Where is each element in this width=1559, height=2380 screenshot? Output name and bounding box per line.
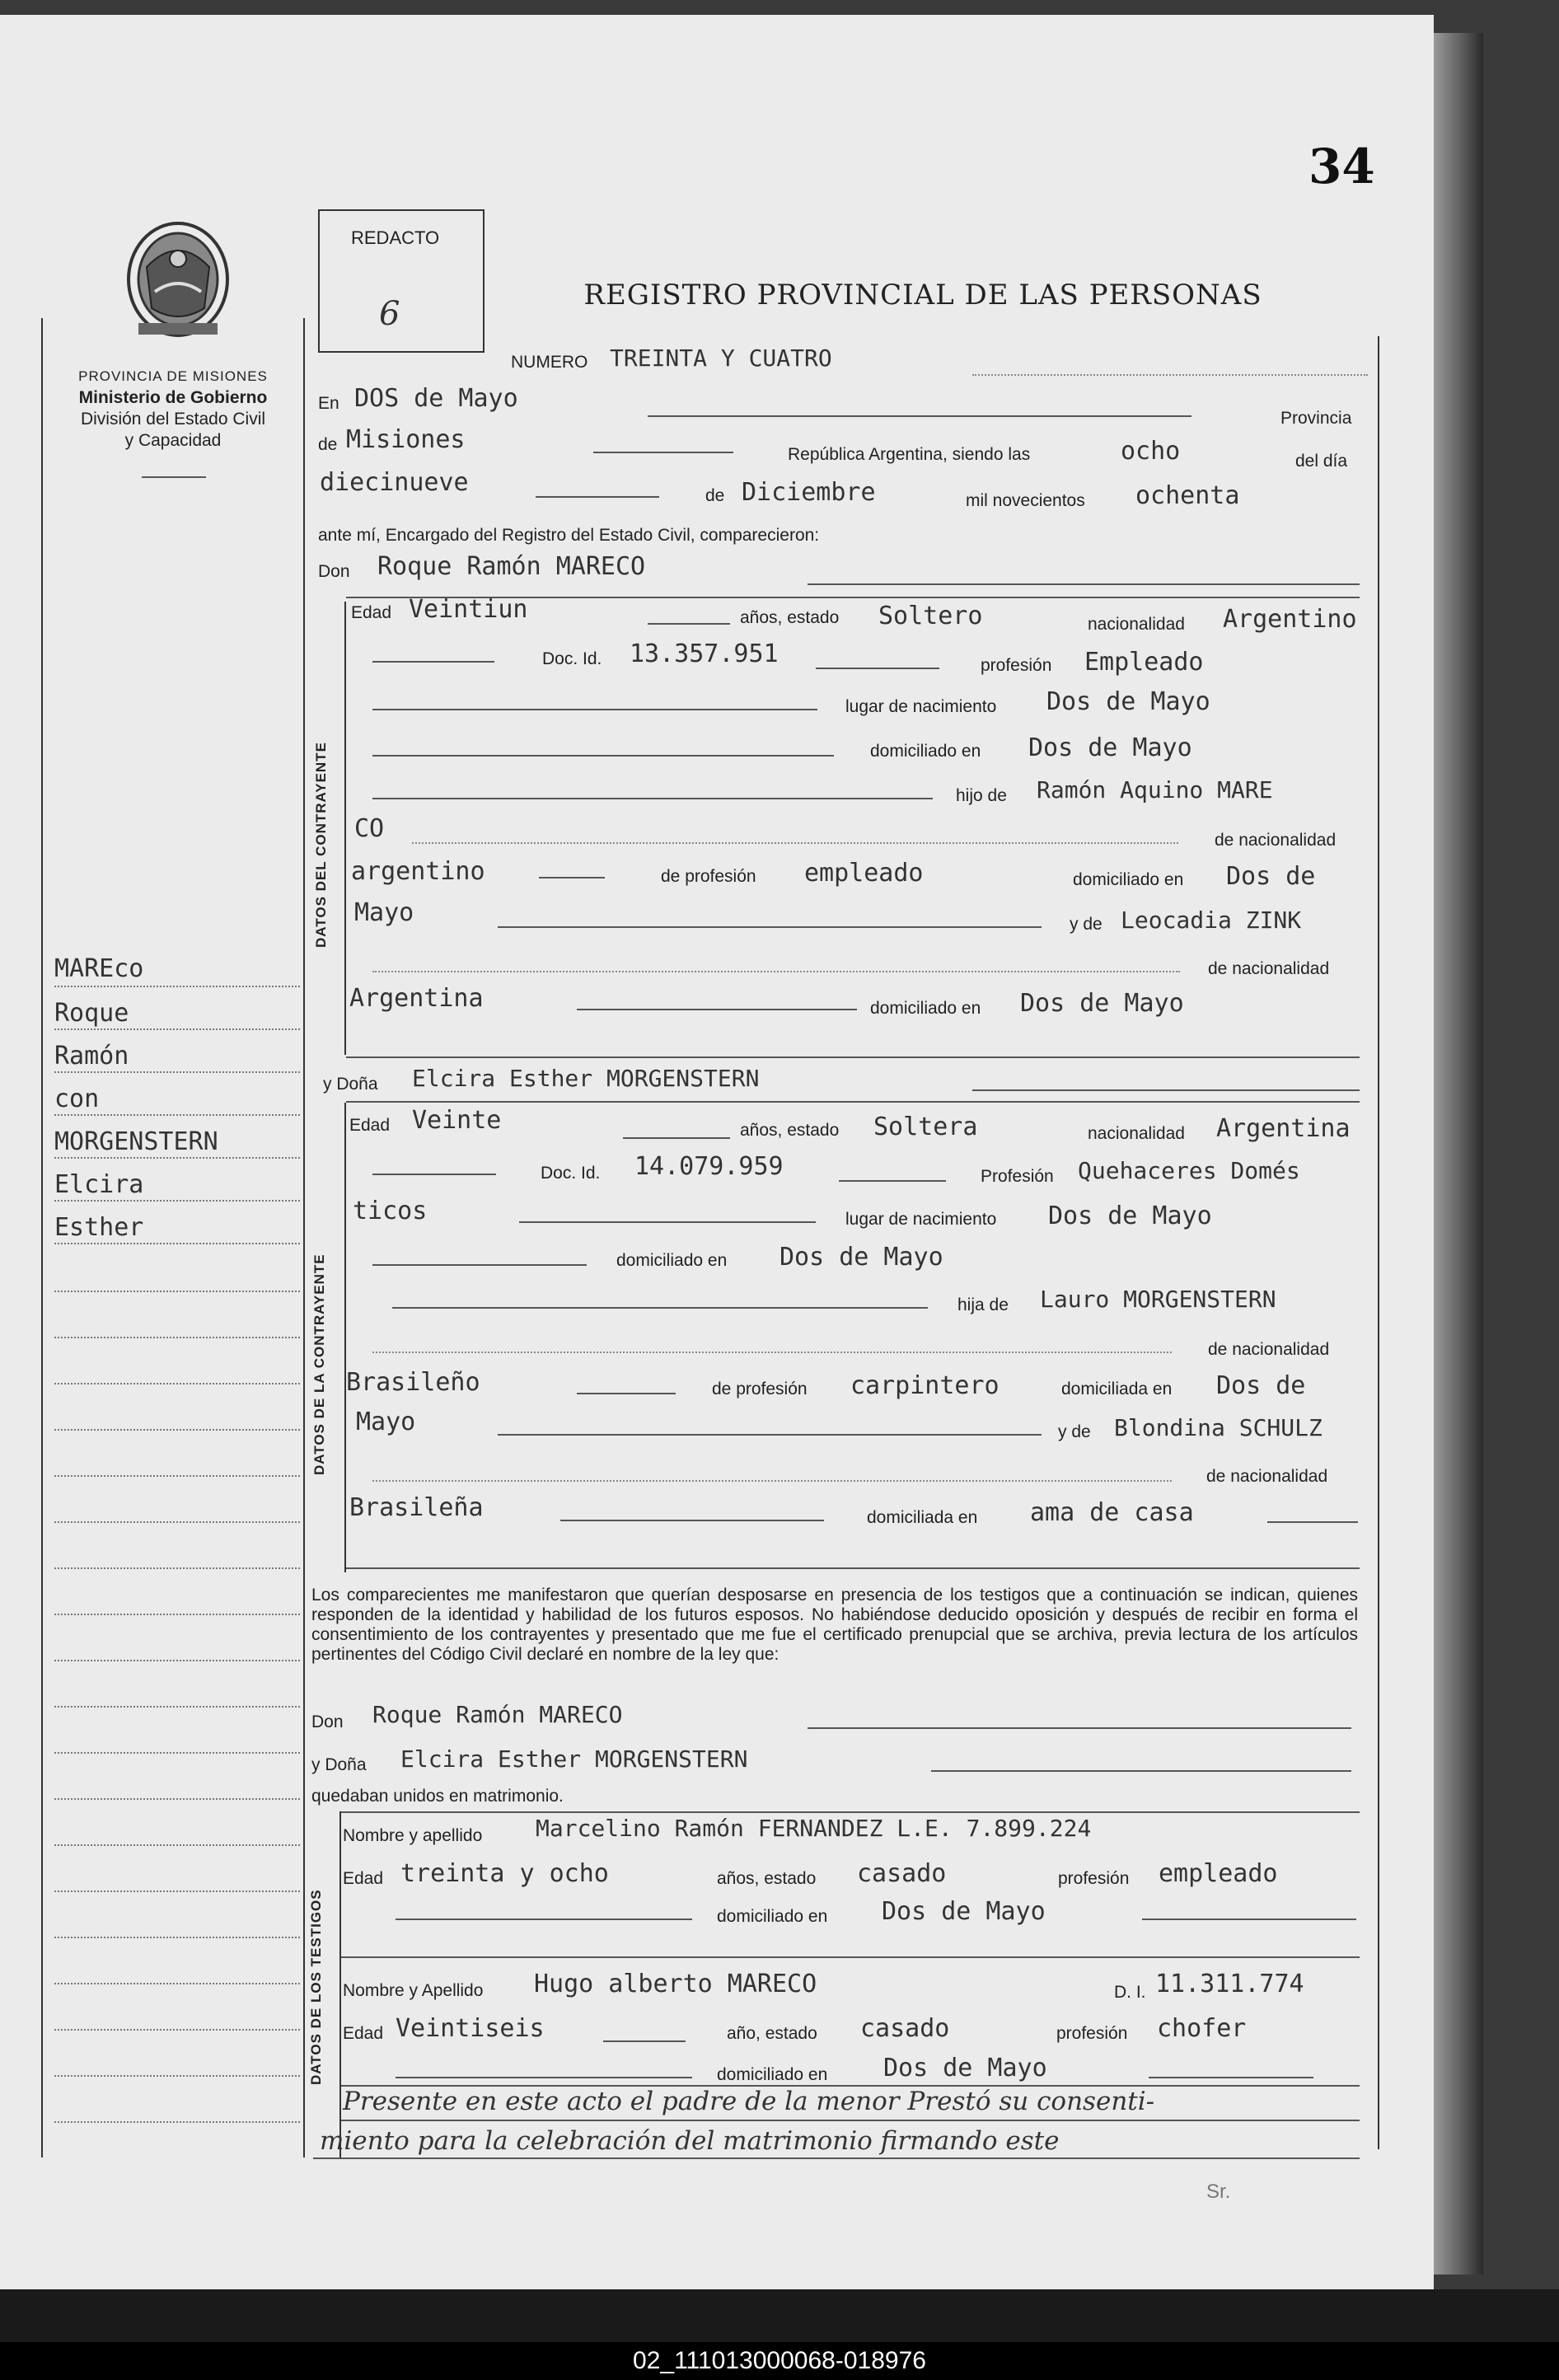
fill-line <box>577 1009 857 1010</box>
fill-line <box>593 452 733 453</box>
edad-label: Edad <box>351 603 392 622</box>
handwritten-note-line-1: Presente en este acto el padre de la menor Prestó su consenti- <box>343 2087 1155 2116</box>
section-label-testigos: DATOS DE LOS TESTIGOS <box>308 1889 324 2085</box>
dotted-line <box>54 2121 300 2123</box>
dotted-line <box>54 986 300 987</box>
dotted-line <box>54 1383 300 1384</box>
dia-value: diecinueve <box>320 468 469 497</box>
t2-di-value: 11.311.774 <box>1155 1970 1304 1998</box>
margin-note: con <box>54 1085 100 1113</box>
profesion-value: Quehaceres Domés <box>1078 1157 1300 1184</box>
dotted-line <box>54 1114 300 1116</box>
redacto-value: 6 <box>379 295 400 333</box>
de-nacionalidad-label-2: de nacionalidad <box>1208 959 1330 978</box>
t2-domicilio-label: domiciliado en <box>717 2065 828 2084</box>
nacionalidad-label: nacionalidad <box>1088 1124 1185 1143</box>
profesion-value-cont: ticos <box>353 1197 428 1225</box>
dotted-line <box>54 1521 300 1523</box>
fill-line <box>1142 1919 1356 1920</box>
fill-line <box>1149 2077 1313 2078</box>
fill-line <box>839 1180 946 1182</box>
t2-di-label: D. I. <box>1114 1983 1146 2002</box>
en-value: DOS de Mayo <box>354 384 518 413</box>
nacionalidad-label: nacionalidad <box>1088 615 1185 634</box>
union-don-label: Don <box>311 1712 344 1731</box>
fill-line <box>931 1770 1351 1772</box>
madre-nacionalidad: Brasileña <box>349 1493 484 1522</box>
lugar-value: Dos de Mayo <box>1046 687 1210 716</box>
hora-value: ocho <box>1121 437 1181 466</box>
t1-edad-value: treinta y ocho <box>400 1859 609 1888</box>
fill-line <box>808 1727 1351 1729</box>
profesion-label: Profesión <box>981 1167 1054 1186</box>
fill-line <box>372 755 834 757</box>
dotted-line <box>54 1798 300 1800</box>
t1-edad-label: Edad <box>343 1869 384 1888</box>
fill-line <box>498 926 1042 928</box>
dotted-line <box>54 1028 300 1030</box>
left-margin-rule <box>41 318 43 2157</box>
en-label: En <box>318 394 339 413</box>
t2-edad-value: Veintiseis <box>396 2014 545 2043</box>
fill-line <box>396 2077 692 2078</box>
dotted-line <box>54 1200 300 1202</box>
t2-anios-label: año, estado <box>727 2024 817 2043</box>
union-don-value: Roque Ramón MARECO <box>372 1701 623 1728</box>
hija-label: hija de <box>957 1295 1009 1314</box>
mil-label: mil novecientos <box>966 491 1085 510</box>
dotted-line <box>54 1071 300 1073</box>
dotted-line <box>54 1429 300 1431</box>
fill-line <box>372 709 817 710</box>
dotted-line <box>54 1291 300 1292</box>
provincia-de-misiones-seal-icon <box>122 218 234 341</box>
divider <box>142 476 206 478</box>
t1-nombre-value: Marcelino Ramón FERNANDEZ L.E. 7.899.224 <box>536 1815 1092 1842</box>
dotted-line <box>54 2029 300 2031</box>
fill-line <box>372 661 494 663</box>
t1-profesion-value: empleado <box>1159 1859 1278 1888</box>
t1-domicilio-value: Dos de Mayo <box>882 1897 1046 1926</box>
doc-value: 13.357.951 <box>630 640 779 668</box>
rule <box>346 1101 1360 1103</box>
dotted-line <box>372 1352 1172 1353</box>
dotted-line <box>54 1337 300 1338</box>
ministry-line: Ministerio de Gobierno <box>78 388 268 407</box>
dotted-line <box>372 1480 1172 1482</box>
padre-domicilio-cont: Mayo <box>354 898 414 927</box>
padre-domicilio: Dos de <box>1216 1371 1306 1400</box>
fill-line <box>623 1137 730 1139</box>
province-heading <box>41 366 305 452</box>
dotted-line <box>54 1660 300 1661</box>
profesion-label: profesión <box>981 656 1052 675</box>
madre-domicilio: ama de casa <box>1030 1498 1194 1527</box>
dona-value: Elcira Esther MORGENSTERN <box>412 1065 760 1092</box>
de-nacionalidad-label-2: de nacionalidad <box>1206 1467 1328 1486</box>
don-value: Roque Ramón MARECO <box>377 552 646 581</box>
doc-value: 14.079.959 <box>634 1152 784 1181</box>
dotted-line <box>372 971 1180 972</box>
fill-line <box>816 668 939 669</box>
madre-domicilio-label: domiciliado en <box>870 999 981 1018</box>
ante-text: ante mí, Encargado del Registro del Estado Civil, comparecieron: <box>318 526 820 545</box>
anios-label: años, estado <box>740 1121 840 1140</box>
t2-profesion-value: chofer <box>1157 2014 1247 2043</box>
dotted-line <box>54 1890 300 1892</box>
padre-profesion: carpintero <box>850 1371 1000 1400</box>
section-label-contrayente-f: DATOS DE LA CONTRAYENTE <box>311 1253 327 1475</box>
margin-note: Ramón <box>54 1042 129 1071</box>
madre-domicilio-label: domiciliada en <box>867 1508 978 1527</box>
numero-label: NUMERO <box>511 353 588 372</box>
domiciliado-label: domiciliado en <box>870 742 981 761</box>
rule <box>341 1956 1360 1958</box>
margin-note: Elcira <box>54 1170 144 1199</box>
fill-line <box>808 583 1360 585</box>
y-dona-label: y Doña <box>323 1075 378 1094</box>
numero-value: TREINTA Y CUATRO <box>610 344 832 372</box>
domiciliado-value: Dos de Mayo <box>1028 733 1192 762</box>
padre-profesion: empleado <box>804 859 924 888</box>
provincia-label: Provincia <box>1280 409 1352 428</box>
don-label: Don <box>318 562 350 581</box>
fill-line <box>372 1174 496 1175</box>
rule <box>346 1567 1360 1569</box>
madre-domicilio: Dos de Mayo <box>1020 989 1184 1018</box>
fill-line <box>536 496 659 498</box>
padre-value-cont: CO <box>354 814 385 843</box>
right-rule <box>1378 336 1379 2149</box>
de-profesion-label: de profesión <box>712 1380 808 1398</box>
dotted-line <box>54 1475 300 1477</box>
estado-value: Soltero <box>878 602 983 630</box>
profesion-value: Empleado <box>1084 648 1204 677</box>
section-label-contrayente: DATOS DEL CONTRAYENTE <box>313 742 329 948</box>
margin-note: Roque <box>54 999 129 1028</box>
padre-domicilio-label: domiciliado en <box>1073 870 1184 889</box>
de-value: Misiones <box>346 425 466 454</box>
republica-text: República Argentina, siendo las <box>788 445 1031 464</box>
del-dia-label: del día <box>1295 452 1348 471</box>
union-dona-label: y Doña <box>311 1755 367 1774</box>
dotted-line <box>972 374 1368 376</box>
t2-nombre-value: Hugo alberto MARECO <box>534 1970 817 1998</box>
padre-value: Lauro MORGENSTERN <box>1040 1286 1276 1313</box>
hijo-label: hijo de <box>956 786 1007 805</box>
declaration-paragraph: Los comparecientes me manifestaron que querían desposarse en presencia de los testigos que a continuación se indican, quienes responden de la identidad y habilidad de los futuros esposos. No habiéndose deducido oposición y después de recibir en forma el consentimiento de los contrayentes y presentado que me fue el certificado prenupcial que se archiva, previa lectura de los artículos pertinentes del Código Civil declaré en nombre de la ley que: <box>311 1586 1358 1664</box>
fill-line <box>539 877 605 878</box>
redacto-box <box>318 209 485 353</box>
doc-label: Doc. Id. <box>541 1164 601 1183</box>
rule <box>346 1056 1360 1058</box>
edad-value: Veinte <box>412 1106 502 1135</box>
t1-nombre-label: Nombre y apellido <box>343 1826 483 1845</box>
y-de-label: y de <box>1058 1422 1091 1441</box>
edad-label: Edad <box>349 1116 391 1135</box>
division-line: División del Estado Civil <box>80 410 266 429</box>
bottom-note: Sr. <box>1206 2181 1231 2203</box>
dotted-line <box>54 1567 300 1569</box>
fill-line <box>519 1221 816 1223</box>
de-label: de <box>318 435 338 454</box>
fill-line <box>372 1264 587 1266</box>
dotted-line <box>54 1752 300 1754</box>
padre-domicilio-label: domiciliada en <box>1061 1380 1173 1398</box>
nacionalidad-value: Argentino <box>1223 605 1357 634</box>
dotted-line <box>54 1937 300 1938</box>
doc-label: Doc. Id. <box>542 649 602 668</box>
padre-value: Ramón Aquino MARE <box>1037 776 1273 803</box>
page-title: REGISTRO PROVINCIAL DE LAS PERSONAS <box>583 279 1262 312</box>
domiciliado-label: domiciliado en <box>616 1251 728 1270</box>
dotted-line <box>54 1844 300 1846</box>
padre-nacionalidad: argentino <box>351 857 485 886</box>
rule <box>341 1811 1360 1813</box>
rule <box>313 2157 1360 2159</box>
fill-line <box>603 2040 686 2042</box>
lugar-value: Dos de Mayo <box>1048 1202 1212 1230</box>
t2-domicilio-value: Dos de Mayo <box>883 2054 1047 2082</box>
province-line: PROVINCIA DE MISIONES <box>78 368 268 384</box>
madre-value: Blondina SCHULZ <box>1114 1414 1323 1441</box>
mes-value: Diciembre <box>742 478 876 507</box>
dotted-line <box>412 842 1178 844</box>
t2-estado-value: casado <box>860 2014 950 2043</box>
unidos-text: quedaban unidos en matrimonio. <box>311 1787 564 1806</box>
page-number: 34 <box>1309 138 1375 194</box>
edad-value: Veintiun <box>409 595 528 624</box>
fill-line <box>372 798 933 799</box>
rule <box>341 2120 1360 2121</box>
lugar-label: lugar de nacimiento <box>845 1210 997 1229</box>
margin-note: MAREco <box>54 954 144 983</box>
dotted-line <box>54 1614 300 1615</box>
fill-line <box>648 415 1191 417</box>
fill-line <box>648 623 730 625</box>
y-de-label: y de <box>1070 915 1103 934</box>
section-rule <box>344 1103 346 1572</box>
fill-line <box>1267 1521 1358 1523</box>
estado-value: Soltera <box>873 1113 978 1141</box>
left-margin-rule-2 <box>303 318 305 2157</box>
lugar-label: lugar de nacimiento <box>845 697 997 716</box>
margin-note: MORGENSTERN <box>54 1127 218 1156</box>
t2-edad-label: Edad <box>343 2024 384 2043</box>
handwritten-note-line-2: miento para la celebración del matrimonio firmando este <box>320 2126 1060 2156</box>
book-edge <box>1434 33 1483 2275</box>
margin-note: Esther <box>54 1213 144 1242</box>
t1-estado-value: casado <box>857 1859 947 1888</box>
dotted-line <box>54 1157 300 1159</box>
de-profesion-label: de profesión <box>661 867 756 886</box>
fill-line <box>392 1307 928 1309</box>
scan-border <box>0 2289 1559 2342</box>
madre-nacionalidad: Argentina <box>349 984 484 1013</box>
nacionalidad-value: Argentina <box>1216 1114 1351 1143</box>
de-nacionalidad-label: de nacionalidad <box>1215 831 1337 850</box>
image-caption: 02_111013000068-018976 <box>0 2342 1559 2380</box>
section-rule <box>344 602 346 1055</box>
t2-profesion-label: profesión <box>1056 2024 1128 2043</box>
padre-domicilio-cont: Mayo <box>356 1408 416 1436</box>
domiciliado-value: Dos de Mayo <box>780 1243 943 1272</box>
dotted-line <box>54 2075 300 2077</box>
fill-line <box>498 1434 1042 1436</box>
de-nacionalidad-label: de nacionalidad <box>1208 1340 1330 1359</box>
anio-value: ochenta <box>1135 481 1240 510</box>
t1-anios-label: años, estado <box>717 1869 817 1888</box>
padre-domicilio: Dos de <box>1226 862 1316 891</box>
union-dona-value: Elcira Esther MORGENSTERN <box>400 1745 748 1773</box>
fill-line <box>577 1393 676 1394</box>
padre-nacionalidad: Brasileño <box>346 1368 480 1397</box>
t2-nombre-label: Nombre y Apellido <box>343 1981 484 2000</box>
dotted-line <box>54 1983 300 1984</box>
t1-domicilio-label: domiciliado en <box>717 1907 828 1926</box>
fill-line <box>972 1089 1360 1091</box>
t1-profesion-label: profesión <box>1058 1869 1130 1888</box>
register-page <box>0 15 1434 2289</box>
redacto-label: REDACTO <box>351 227 440 248</box>
dotted-line <box>54 1706 300 1708</box>
dotted-line <box>54 1243 300 1244</box>
division-line-2: y Capacidad <box>124 431 222 450</box>
fill-line <box>396 1919 692 1920</box>
anios-label: años, estado <box>740 608 840 627</box>
de-mes-label: de <box>705 486 725 505</box>
section-rule <box>339 1811 341 2157</box>
madre-value: Leocadia ZINK <box>1121 907 1302 934</box>
fill-line <box>560 1520 824 1521</box>
